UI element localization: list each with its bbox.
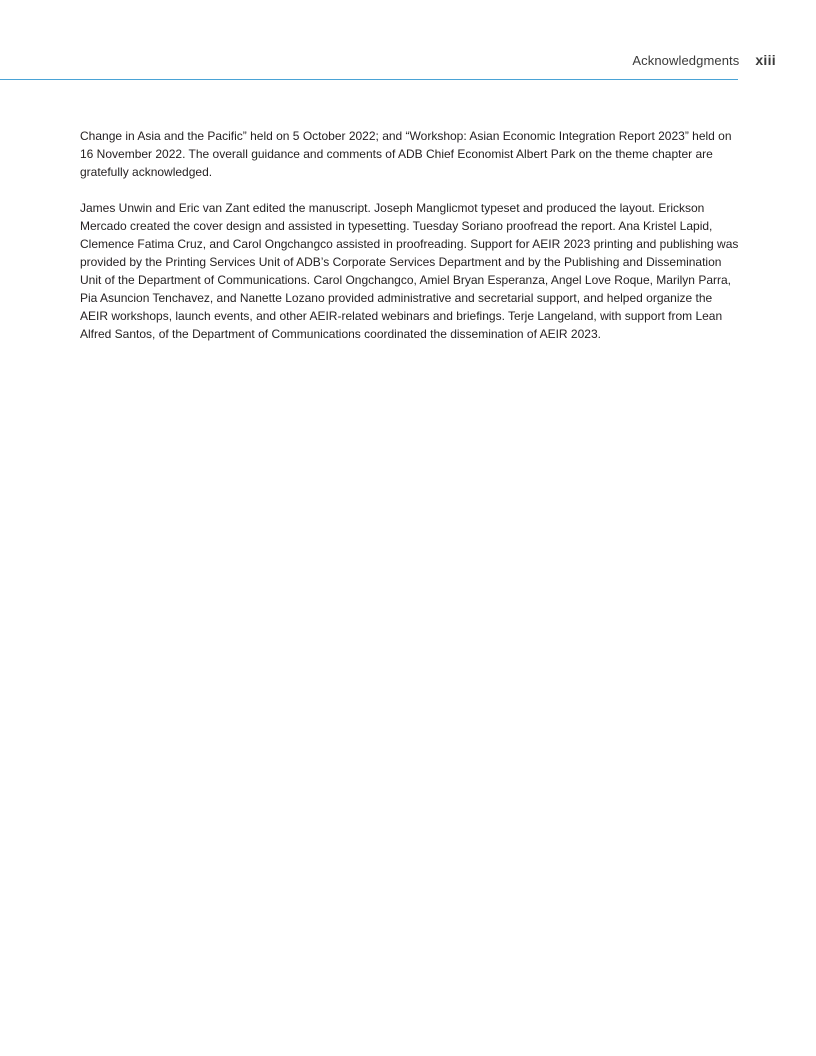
- body-text: [80, 127, 742, 361]
- paragraph-workshops: Change in Asia and the Pacific” held on 5 October 2022; and “Workshop: Asian Economic Integration Report 2023” held on 16 November 2022. The overall guidance and comments of ADB Chief Economist Albert Park on the theme chapter are gratefully acknowledged.: [80, 129, 732, 179]
- section-title: Acknowledgments: [632, 53, 740, 68]
- header-rule: [0, 79, 738, 80]
- page-number: xiii: [755, 52, 776, 68]
- paragraph-production-credits: James Unwin and Eric van Zant edited the manuscript. Joseph Manglicmot typeset and produced the layout. Erickson Mercado created the cover design and assisted in typesetting. Tuesday Soriano proofread the report. Ana Kristel Lapid, Clemence Fatima Cruz, and Carol Ongchangco assisted in proofreading. Support for AEIR 2023 printing and publishing was provided by the Printing Services Unit of ADB’s Corporate Services Department and by the Publishing and Dissemination Unit of the Department of Communications. Carol Ongchangco, Amiel Bryan Esperanza, Angel Love Roque, Marilyn Parra, Pia Asuncion Tenchavez, and Nanette Lozano provided administrative and secretarial support, and helped organize the AEIR workshops, launch events, and other AEIR-related webinars and briefings. Terje Langeland, with support from Lean Alfred Santos, of the Department of Communications coordinated the dissemination of AEIR 2023.: [80, 201, 739, 341]
- running-header: [632, 52, 776, 72]
